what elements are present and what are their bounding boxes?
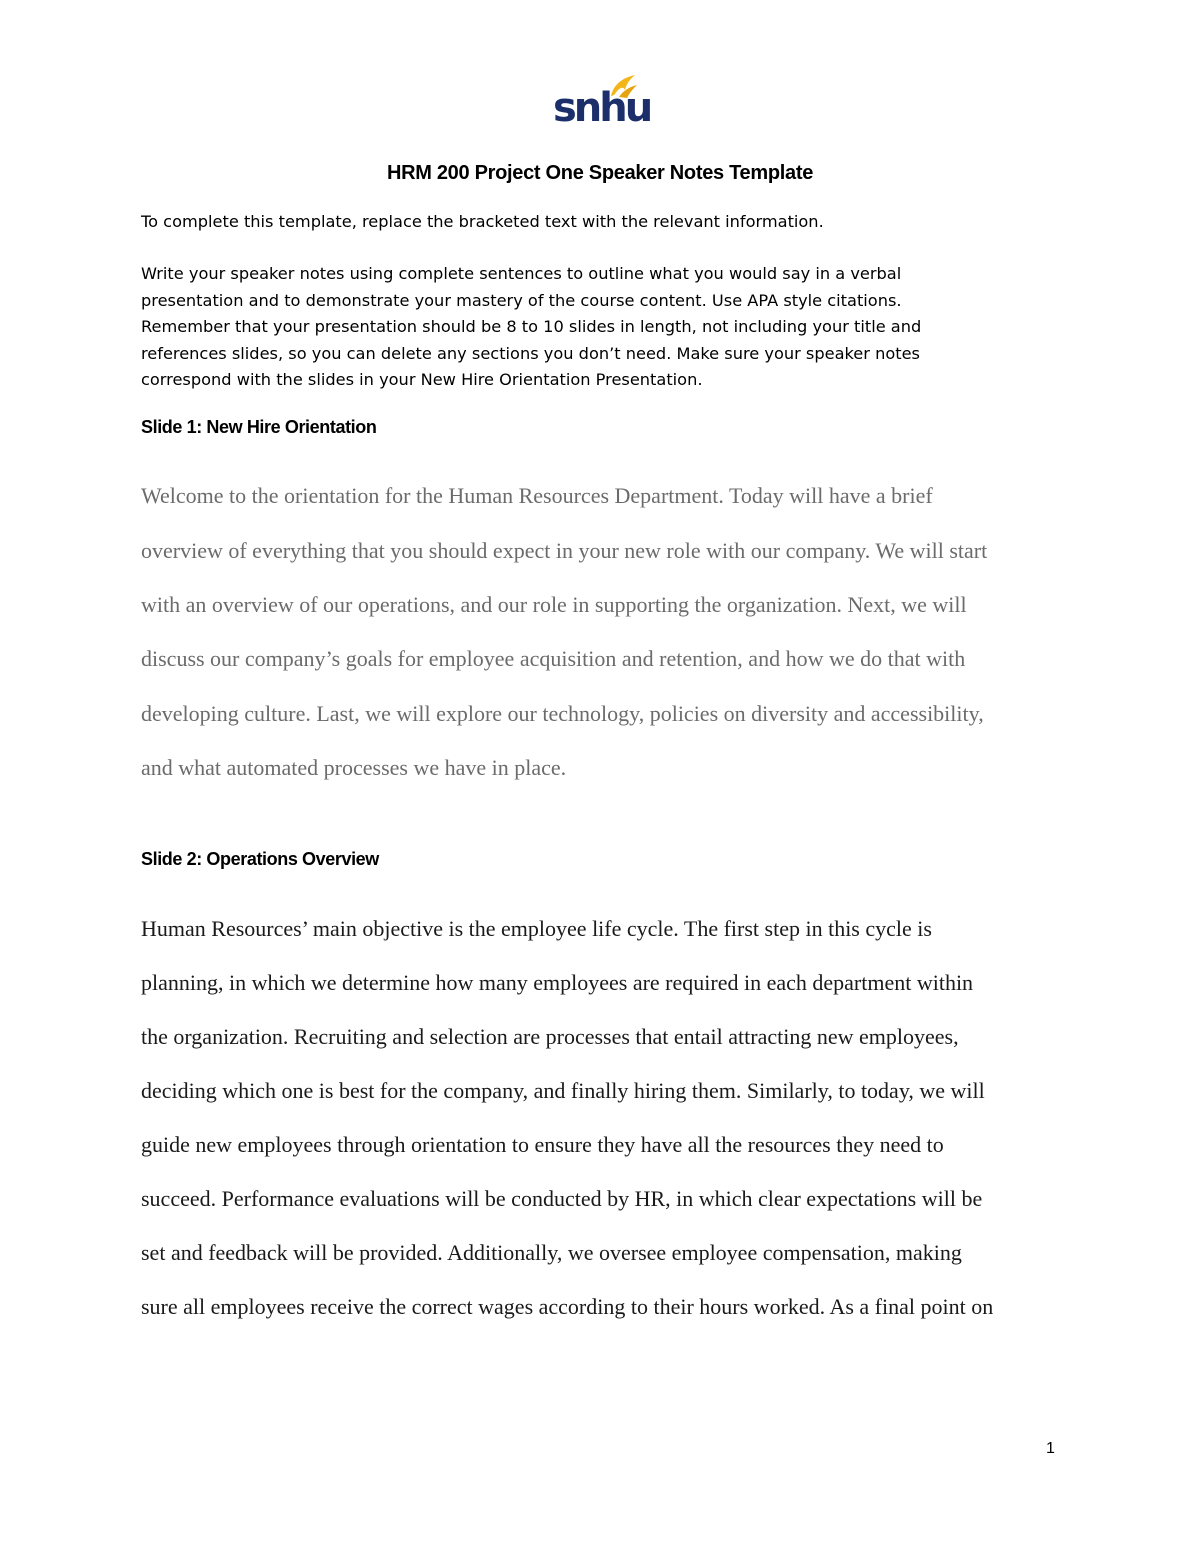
instruction-line: references slides, so you can delete any sections you don’t need. Make sure your speaker notes	[141, 344, 920, 363]
speaker-notes-line: sure all employees receive the correct wages according to their hours worked. As a final point on	[141, 1294, 994, 1319]
snhu-logo	[553, 72, 651, 134]
speaker-notes-line: overview of everything that you should expect in your new role with our company. We will start	[141, 538, 988, 563]
instruction-line: Remember that your presentation should be 8 to 10 slides in length, not including your title and	[141, 317, 922, 336]
speaker-notes-line: set and feedback will be provided. Additionally, we oversee employee compensation, making	[141, 1240, 962, 1265]
speaker-notes-line: discuss our company’s goals for employee acquisition and retention, and how we do that with	[141, 646, 966, 671]
speaker-notes-line: the organization. Recruiting and selection are processes that entail attracting new employees,	[141, 1024, 959, 1049]
logo-text: snhu	[553, 85, 651, 131]
page-title: HRM 200 Project One Speaker Notes Template	[386, 162, 814, 184]
instruction-line: correspond with the slides in your New Hire Orientation Presentation.	[141, 370, 703, 389]
instruction-line: presentation and to demonstrate your mastery of the course content. Use APA style citations.	[141, 291, 902, 310]
speaker-notes-line: developing culture. Last, we will explore our technology, policies on diversity and accessibility,	[141, 701, 984, 726]
speaker-notes-line: with an overview of our operations, and our role in supporting the organization. Next, we will	[141, 592, 967, 617]
slide-heading: Slide 2: Operations Overview	[141, 849, 379, 869]
speaker-notes-line: Welcome to the orientation for the Human Resources Department. Today will have a brief	[141, 483, 933, 508]
instruction-line: Write your speaker notes using complete sentences to outline what you would say in a verbal	[141, 264, 902, 283]
speaker-notes-line: and what automated processes we have in place.	[141, 755, 567, 780]
speaker-notes-line: guide new employees through orientation to ensure they have all the resources they need to	[141, 1132, 944, 1157]
page-number: 1	[1046, 1440, 1055, 1457]
instruction-line: To complete this template, replace the bracketed text with the relevant information.	[141, 212, 824, 231]
slide-heading: Slide 1: New Hire Orientation	[141, 417, 377, 437]
speaker-notes-line: succeed. Performance evaluations will be conducted by HR, in which clear expectations will be	[141, 1186, 983, 1211]
speaker-notes-line: deciding which one is best for the company, and finally hiring them. Similarly, to today, we will	[141, 1078, 985, 1103]
speaker-notes-line: planning, in which we determine how many employees are required in each department within	[141, 970, 974, 995]
speaker-notes-line: Human Resources’ main objective is the employee life cycle. The first step in this cycle is	[141, 916, 932, 941]
